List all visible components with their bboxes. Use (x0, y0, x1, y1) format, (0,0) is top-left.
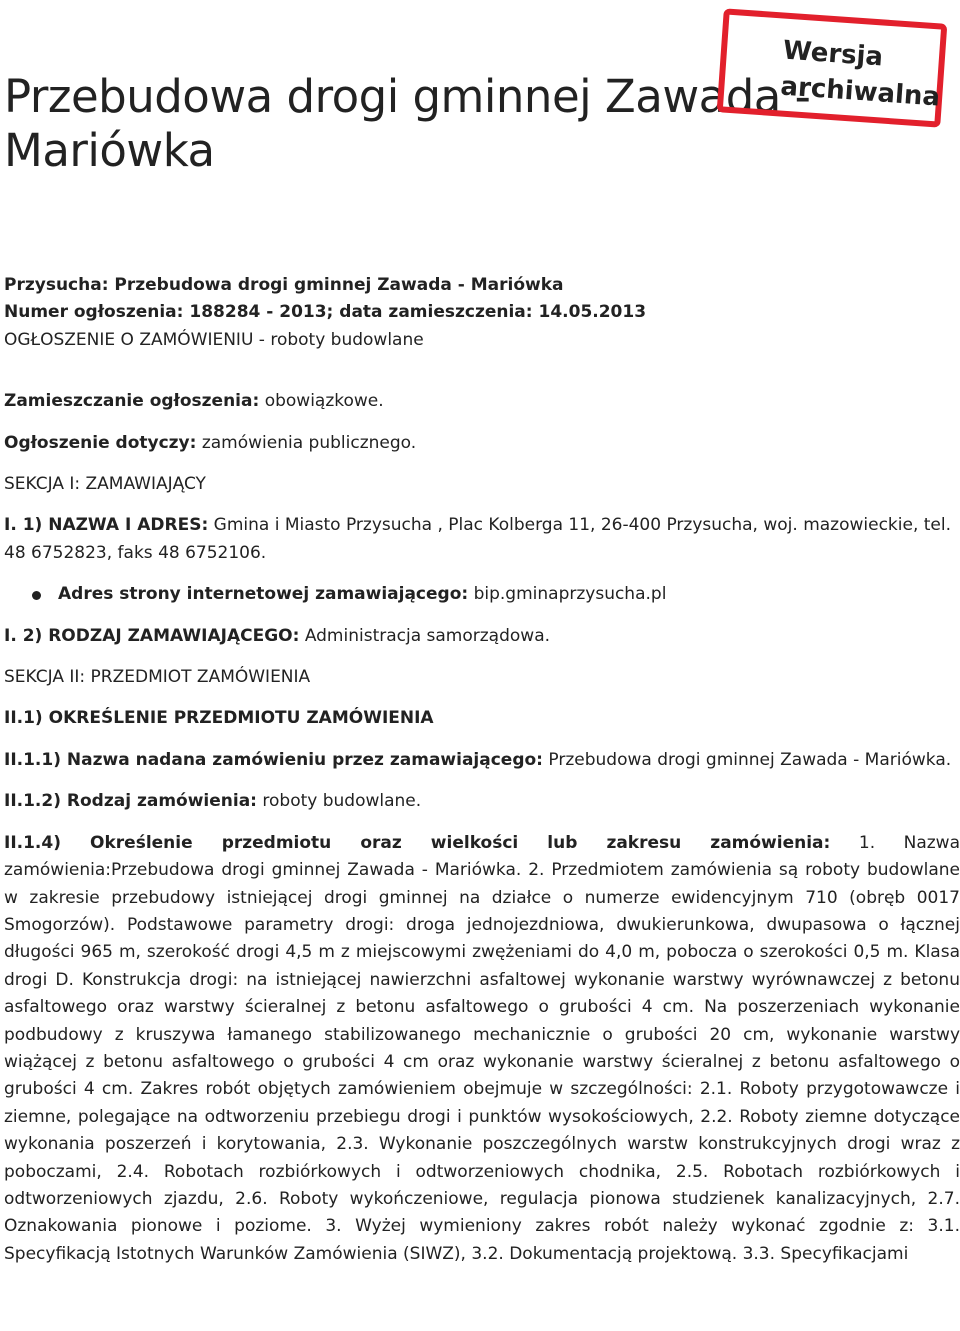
field-label: II.1.2) Rodzaj zamówienia: (4, 791, 257, 812)
field-label: II.1.1) Nazwa nadana zamówieniu przez zamawiającego: (4, 749, 543, 770)
field-label: II.1.4) Określenie przedmiotu oraz wielkości lub zakresu zamówienia: (4, 832, 831, 853)
stamp-line-2: archiwalna (779, 71, 941, 113)
field-label: Ogłoszenie dotyczy: (4, 432, 197, 453)
field-value: 1. Nazwa zamówienia:Przebudowa drogi gminnej Zawada - Mariówka. 2. Przedmiotem zamówienia są roboty budowlane w zakresie przebudowy istniejącej drogi gminnej na działce o numerze ewidencyjnym 710 (obręb 0017 Smogorzów). Podstawowe parametry drogi: droga jednojezdniowa, dwukierunkowa, dwupasowa o łącznej długości 965 m, szerokość drogi 4,5 m z miejscowymi zwężeniami do 4,0 m, pobocza o szerokości 0,5 m. Klasa drogi D. Konstrukcja drogi: na istniejącej nawierzchni asfaltowej wykonanie warstwy wyrównawczej z betonu asfaltowego oraz warstwy ścieralnej z betonu asfaltowego o grubości 4 cm. Na poszerzeniach wykonanie podbudowy z kruszywa łamanego stabilizowanego mechanicznie o grubości 20 cm, wykonanie warstwy wiążącej z betonu asfaltowego o grubości 4 cm oraz wykonanie warstwy ścieralnej z betonu asfaltowego o grubości 4 cm. Zakres robót objętych zamówieniem obejmuje w szczególności: 2.1. Roboty przygotowawcze i ziemne, polegające na odtworzeniu przebiegu drogi i punktów wysokościowych, 2.2. Roboty ziemne dotyczące wykonania poszerzeń i korytowania, 2.3. Wykonanie poszczególnych warstw konstrukcyjnych drogi wraz z poboczami, 2.4. Robotach rozbiórkowych i odtworzeniowych chodnika, 2.5. Robotach rozbiórkowych i odtworzeniowych zjazdu, 2.6. Roboty wykończeniowe, regulacja pionowa studzienek kanalizacyjnych, 2.7. Oznakowania pionowe i poziome. 3. Wyżej wymieniony zakres robót należy wykonać zgodnie z: 3.1. Specyfikacją Istotnych Warunków Zamówienia (SIWZ), 3.2. Dokumentacją projektową. 3.3. Specyfikacjami (4, 832, 960, 1264)
header-type: OGŁOSZENIE O ZAMÓWIENIU - roboty budowlane (4, 329, 424, 350)
field-nazwa-zamowienia (4, 747, 960, 774)
field-value: obowiązkowe. (264, 391, 384, 412)
field-label: Adres strony internetowej zamawiającego: (58, 584, 469, 605)
announcement-content (4, 272, 960, 1268)
field-label: I. 1) NAZWA I ADRES: (4, 515, 209, 536)
header-title: Przysucha: Przebudowa drogi gminnej Zawada - Mariówka (4, 275, 564, 295)
section-heading-1: SEKCJA I: ZAMAWIAJĄCY (4, 474, 206, 495)
field-rodzaj-zamowienia (4, 788, 960, 815)
field-nazwa-adres (4, 512, 960, 567)
field-label: Zamieszczanie ogłoszenia: (4, 391, 260, 412)
field-opis-przedmiotu (4, 830, 960, 1269)
field-value: Administracja samorządowa. (304, 625, 551, 646)
field-value: roboty budowlane. (262, 791, 422, 812)
page-title: Przebudowa drogi gminnej Zawada - Mariówka (4, 70, 811, 177)
archive-stamp (717, 8, 948, 127)
field-dotyczy (4, 430, 960, 457)
field-label: II.1) OKREŚLENIE PRZEDMIOTU ZAMÓWIENIA (4, 708, 434, 729)
header-number: Numer ogłoszenia: 188284 - 2013; data zamieszczenia: 14.05.2013 (4, 302, 647, 323)
subsection-heading (4, 705, 960, 732)
list-item-www (4, 581, 960, 608)
field-label: I. 2) RODZAJ ZAMAWIAJĄCEGO: (4, 625, 300, 646)
field-zamieszczanie (4, 388, 960, 415)
field-value: zamówienia publicznego. (201, 432, 417, 453)
website-link[interactable]: bip.gminaprzysucha.pl (473, 584, 667, 605)
field-value: Przebudowa drogi gminnej Zawada - Mariówka. (548, 749, 952, 770)
field-value: Gmina i Miasto Przysucha , Plac Kolberga 11, 26-400 Przysucha, woj. mazowieckie, tel. 48 6752823, faks 48 6752106. (4, 515, 952, 563)
section-heading-2: SEKCJA II: PRZEDMIOT ZAMÓWIENIA (4, 667, 311, 688)
announcement-header (4, 272, 960, 354)
stamp-line-1: Wersja (782, 35, 885, 73)
field-rodzaj-zamawiajacego (4, 623, 960, 650)
